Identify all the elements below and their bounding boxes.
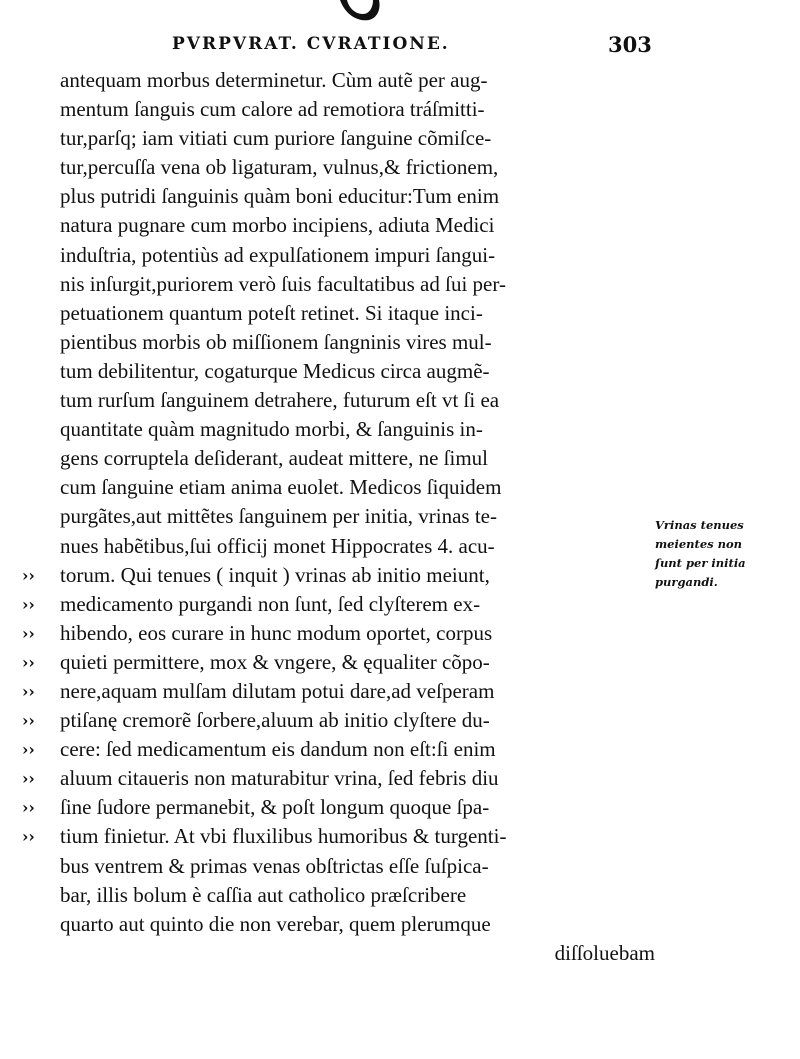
- text-line: [60, 95, 660, 124]
- line-text: tum rurſum ſanguinem detrahere, futurum eſt vt ſi ea: [60, 388, 500, 413]
- text-line: [60, 532, 660, 561]
- text-line: [22, 822, 660, 851]
- line-text: induſtria, potentiùs ad expulſationem impuri ſangui-: [60, 242, 496, 267]
- line-text: torum. Qui tenues ( inquit ) vrinas ab initio meiunt,: [60, 562, 490, 587]
- body-text: [22, 66, 660, 968]
- line-text: pientibus morbis ob miſſionem ſangninis vires mul-: [60, 329, 492, 354]
- line-text: bar, illis bolum è caſſia aut catholico præſcribere: [60, 882, 467, 907]
- line-text: natura pugnare cum morbo incipiens, adiuta Medici: [60, 213, 495, 238]
- line-text: hibendo, eos curare in hunc modum oportet, corpus: [60, 620, 493, 645]
- line-text: nues habẽtibus,ſui officij monet Hippocrates 4. acu-: [60, 533, 495, 558]
- quotation-marker: ››: [22, 681, 35, 701]
- text-line: [22, 793, 660, 822]
- line-text: aluum citaueris non maturabitur vrina, ſed febris diu: [60, 766, 499, 791]
- text-line: [22, 648, 660, 677]
- text-line: [60, 328, 660, 357]
- text-line: [60, 939, 660, 968]
- text-line: [22, 619, 660, 648]
- line-text: tur,parſq; iam vitiati cum puriore ſanguine cõmiſce-: [60, 126, 492, 151]
- text-line: [60, 299, 660, 328]
- line-text: ptiſanę cremorẽ ſorbere,aluum ab initio clyſtere du-: [60, 708, 490, 733]
- line-text: quantitate quàm magnitudo morbi, & ſanguinis in-: [60, 417, 483, 442]
- text-line: [22, 706, 660, 735]
- quotation-marker: ››: [22, 769, 35, 789]
- text-line: [22, 590, 660, 619]
- line-text: ſine ſudore permanebit, & poſt longum quoque ſpa-: [60, 795, 490, 820]
- line-text: gens corruptela deſiderant, audeat mittere, ne ſimul: [60, 446, 488, 471]
- text-line: [60, 852, 660, 881]
- text-line: [60, 241, 660, 270]
- line-text: diſſoluebam: [554, 940, 655, 965]
- line-text: tium finietur. At vbi fluxilibus humoribus & turgenti-: [60, 824, 507, 849]
- line-text: cere: ſed medicamentum eis dandum non eſt:ſi enim: [60, 737, 496, 762]
- marginal-note: [655, 516, 795, 592]
- quotation-marker: ››: [22, 798, 35, 818]
- text-line: [60, 473, 660, 502]
- line-text: medicamento purgandi non ſunt, ſed clyſterem ex-: [60, 591, 481, 616]
- text-line: [60, 357, 660, 386]
- line-text: antequam morbus determinetur. Cùm autẽ per aug-: [60, 68, 488, 92]
- text-line: [22, 677, 660, 706]
- page-number: 303: [608, 32, 652, 57]
- running-head: PVRPVRAT. CVRATIONE.: [172, 34, 450, 54]
- line-text: nere,aquam mulſam dilutam potui dare,ad veſperam: [60, 678, 495, 703]
- line-text: petuationem quantum poteſt retinet. Si itaque inci-: [60, 300, 483, 325]
- marginal-note-line: Vrinas tenues: [655, 518, 744, 532]
- text-line: [60, 502, 660, 531]
- text-line: [60, 415, 660, 444]
- text-line: [60, 910, 660, 939]
- text-line: [60, 386, 660, 415]
- quotation-marker: ››: [22, 623, 35, 643]
- text-line: [60, 270, 660, 299]
- text-line: [60, 881, 660, 910]
- quotation-marker: ››: [22, 711, 35, 731]
- text-line: [60, 124, 660, 153]
- line-text: bus ventrem & primas venas obſtrictas eſſe ſuſpica-: [60, 853, 489, 878]
- line-text: plus putridi ſanguinis quàm boni educitur:Tum enim: [60, 184, 500, 209]
- marginal-note-line: meientes non: [655, 537, 743, 551]
- text-line: [60, 444, 660, 473]
- marginal-note-line: ſunt per initia: [655, 556, 746, 570]
- text-line: [60, 182, 660, 211]
- text-line: [22, 764, 660, 793]
- line-text: tum debilitentur, cogaturque Medicus circa augmẽ-: [60, 358, 490, 383]
- text-line: [22, 735, 660, 764]
- text-line: [60, 153, 660, 182]
- quotation-marker: ››: [22, 565, 35, 585]
- quotation-marker: ››: [22, 652, 35, 672]
- line-text: quarto aut quinto die non verebar, quem plerumque: [60, 911, 491, 936]
- text-line: [22, 561, 660, 590]
- quotation-marker: ››: [22, 594, 35, 614]
- line-text: purgãtes,aut mittẽtes ſanguinem per initia, vrinas te-: [60, 504, 497, 529]
- marginal-note-line: purgandi.: [655, 575, 718, 589]
- line-text: cum ſanguine etiam anima euolet. Medicos ſiquidem: [60, 475, 502, 500]
- line-text: tur,percuſſa vena ob ligaturam, vulnus,& frictionem,: [60, 155, 499, 180]
- quotation-marker: ››: [22, 740, 35, 760]
- text-line: [60, 66, 660, 95]
- quotation-marker: ››: [22, 827, 35, 847]
- text-line: [60, 211, 660, 240]
- decorative-ornament: [335, 0, 385, 26]
- line-text: mentum ſanguis cum calore ad remotiora tráſmitti-: [60, 97, 485, 122]
- line-text: nis inſurgit,puriorem verò ſuis facultatibus ad ſui per-: [60, 271, 506, 296]
- line-text: quieti permittere, mox & vngere, & ęqualiter cõpo-: [60, 649, 490, 674]
